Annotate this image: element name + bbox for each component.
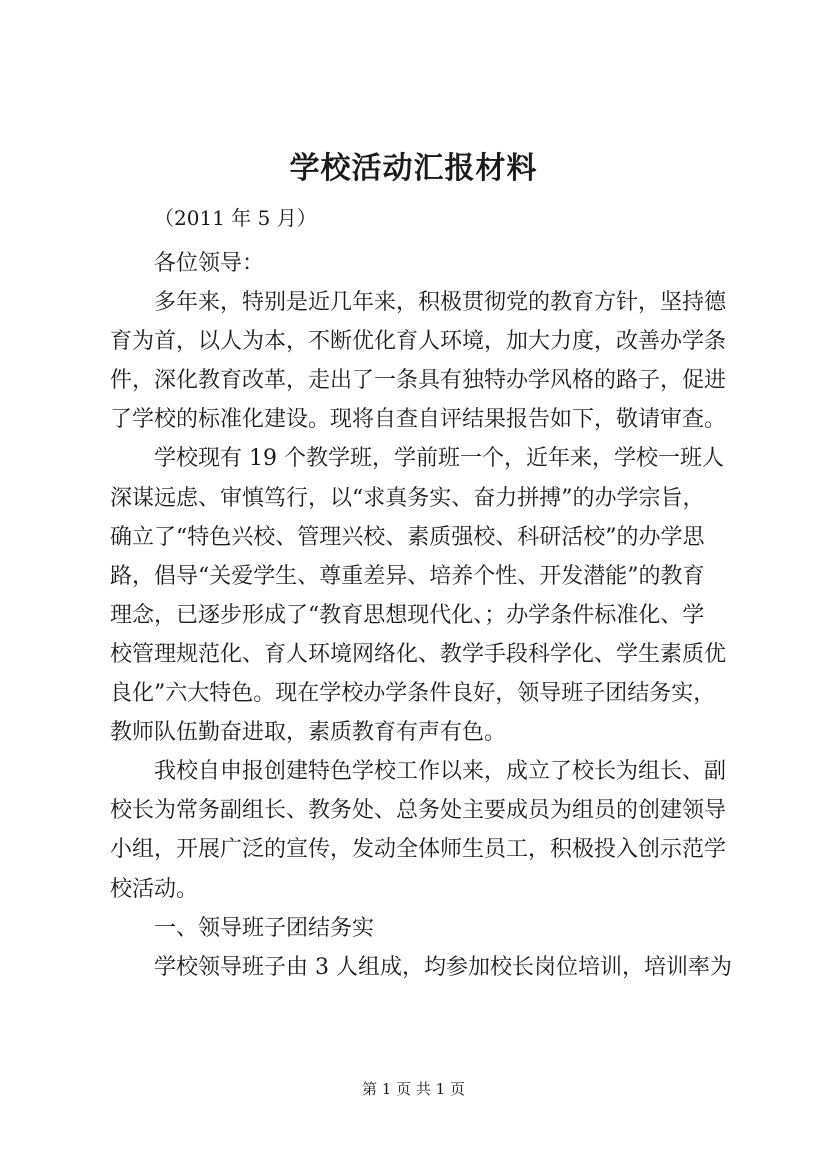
text-line: 育为首，以人为本，不断优化育人环境，加大力度，改善办学条: [110, 329, 727, 355]
text-line: 了学校的标准化建设。现将自查自评结果报告如下，敬请审查。: [110, 407, 727, 433]
text-line: 多年来，特别是近几年来，积极贯彻党的教育方针，坚持德: [154, 290, 727, 316]
text-line: 良化”六大特色。现在学校办学条件良好，领导班子团结务实，: [110, 681, 716, 707]
text-line: 校活动。: [110, 876, 199, 902]
text-line: 件，深化教育改革，走出了一条具有独特办学风格的路子，促进: [110, 368, 727, 394]
text-line: 各位领导：: [154, 251, 265, 276]
text-line: 学校领导班子由 3 人组成，均参加校长岗位培训，培训率为: [154, 954, 732, 980]
text-line: 确立了“特色兴校、管理兴校、素质强校、科研活校”的办学思: [110, 524, 705, 550]
text-line: 小组，开展广泛的宣传，发动全体师生员工，积极投入创示范学: [110, 837, 727, 863]
text-line: 我校自申报创建特色学校工作以来，成立了校长为组长、副: [154, 759, 727, 785]
text-line: 校长为常务副组长、教务处、总务处主要成员为组员的创建领导: [110, 798, 727, 824]
text-line: 路，倡导“关爱学生、尊重差异、培养个性、开发潜能”的教育: [110, 563, 705, 589]
text-line: 理念，已逐步形成了“教育思想现代化、；办学条件标准化、学: [110, 602, 705, 628]
section-heading: 一、领导班子团结务实: [154, 915, 375, 941]
document-date: （2011 年 5 月）: [154, 206, 317, 230]
page-footer: 第 1 页 共 1 页: [362, 1080, 465, 1098]
text-line: 校管理规范化、育人环境网络化、教学手段科学化、学生素质优: [110, 641, 727, 667]
document-title: 学校活动汇报材料: [289, 151, 538, 186]
text-line: 深谋远虑、审慎笃行，以“求真务实、奋力拼搏”的办学宗旨，: [110, 485, 705, 511]
text-line: 学校现有 19 个教学班，学前班一个，近年来，学校一班人: [154, 446, 724, 472]
document-body: [110, 244, 740, 987]
text-line: 教师队伍勤奋进取，素质教育有声有色。: [110, 720, 507, 746]
